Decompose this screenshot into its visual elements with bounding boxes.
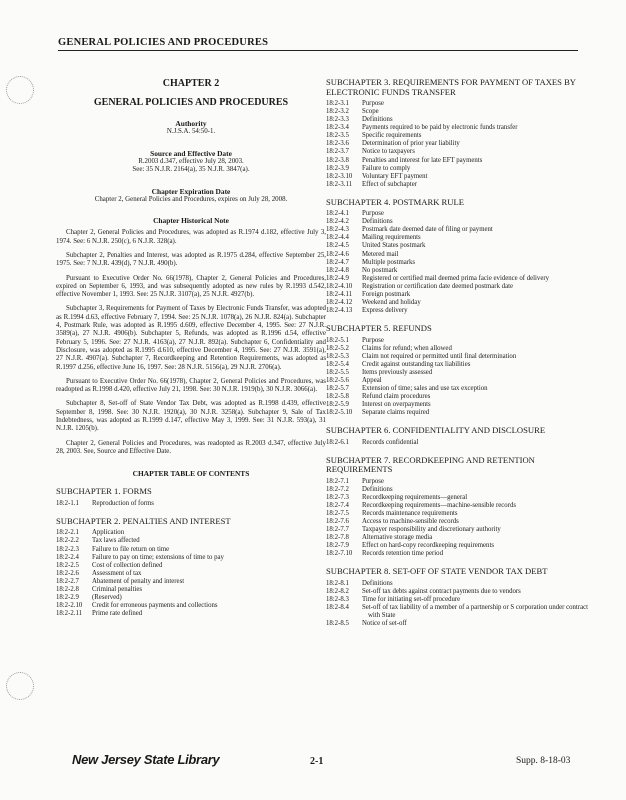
section-title: Records retention time period	[362, 550, 443, 558]
toc-entry	[326, 210, 588, 218]
section-number: 18:2-3.11	[326, 180, 352, 188]
section-title: Failure to file return on time	[92, 545, 170, 553]
toc-entry	[326, 140, 588, 148]
section-number: 18:2-2.9	[56, 593, 79, 601]
section-number: 18:2-5.10	[326, 408, 353, 416]
section-number: 18:2-2.3	[56, 545, 79, 553]
margin-hole-top	[6, 76, 34, 104]
toc-entry	[326, 361, 588, 369]
section-title: Time for initiating set-off procedure	[362, 595, 461, 603]
section-number: 18:2-5.8	[326, 392, 349, 400]
toc-entry	[56, 537, 326, 545]
section-title: Records maintenance requirements	[362, 509, 458, 517]
section-title: Alternative storage media	[362, 534, 433, 542]
subchapter-6-list	[326, 439, 588, 447]
section-title: Penalties and interest for late EFT payments	[362, 156, 483, 164]
section-number: 18:2-2.2	[56, 537, 79, 545]
section-title: Definitions	[362, 218, 393, 226]
toc-entry	[326, 148, 588, 156]
section-title: Assessment of tax	[92, 569, 142, 577]
section-number: 18:2-4.12	[326, 298, 353, 306]
section-number: 18:2-5.2	[326, 344, 349, 352]
section-number: 18:2-7.10	[326, 550, 353, 558]
section-title: Notice to taxpayers	[362, 148, 415, 156]
toc-entry	[326, 165, 588, 173]
toc-entry	[326, 251, 588, 259]
subchapter-2-title: SUBCHAPTER 2. PENALTIES AND INTEREST	[56, 515, 231, 526]
library-stamp: New Jersey State Library	[72, 752, 220, 767]
section-title: Definitions	[362, 116, 393, 124]
history-note	[56, 229, 326, 456]
toc-entry	[326, 542, 588, 550]
toc-entry	[326, 275, 588, 283]
toc-entry	[56, 529, 326, 537]
toc-entry	[326, 502, 588, 510]
section-title: Set-off tax debts against contract payments due to vendors	[362, 587, 521, 595]
section-title: Registration or certification date deemed postmark date	[362, 282, 513, 290]
section-number: 18:2-2.4	[56, 553, 79, 561]
section-number: 18:2-2.10	[56, 601, 83, 609]
history-paragraph: Pursuant to Executive Order No. 66(1978), Chapter 2, General Policies and Procedures, was readopted as R.1998 d.420, effective July 21, 1998. See: 30 N.J.R. 1919(b), 30 N.J.R. 3066(a).	[56, 377, 326, 394]
toc-entry	[326, 486, 588, 494]
toc-entry	[326, 259, 588, 267]
section-title: Payments required to be paid by electronic funds transfer	[362, 124, 518, 132]
section-number: 18:2-8.2	[326, 587, 349, 595]
section-title: Recordkeeping requirements—machine-sensible records	[362, 501, 517, 509]
section-title: Metered mail	[362, 250, 399, 258]
section-number: 18:2-7.1	[326, 477, 349, 485]
toc-entry	[326, 439, 588, 447]
subchapter-7-list	[326, 478, 588, 558]
section-title: Purpose	[362, 477, 384, 485]
toc-entry	[326, 588, 588, 596]
subchapter-4-title: SUBCHAPTER 4. POSTMARK RULE	[326, 196, 464, 207]
toc-entry	[326, 337, 588, 345]
section-title: Tax laws affected	[92, 537, 140, 545]
section-title: Effect on hard-copy recordkeeping requirements	[362, 542, 494, 550]
authority-heading: Authority	[175, 119, 207, 128]
toc-entry	[326, 345, 588, 353]
section-title: Credit for erroneous payments and collections	[92, 601, 218, 609]
chapter-title: GENERAL POLICIES AND PROCEDURES	[93, 97, 289, 108]
section-number: 18:2-4.10	[326, 282, 353, 290]
section-title: Postmark date deemed date of filing or payment	[362, 226, 493, 234]
section-number: 18:2-7.2	[326, 485, 349, 493]
subchapter-8-title: SUBCHAPTER 8. SET-OFF OF STATE VENDOR TAX DEBT	[326, 566, 548, 577]
toc-entry	[326, 401, 588, 409]
section-title: Foreign postmark	[362, 290, 411, 298]
toc-entry	[56, 602, 326, 610]
toc-entry	[326, 283, 588, 291]
section-number: 18:2-7.4	[326, 501, 349, 509]
section-title: Express delivery	[362, 306, 408, 314]
toc-entry	[326, 242, 588, 250]
history-paragraph: Chapter 2, General Policies and Procedures, was readopted as R.2003 d.347, effective July 28, 2003. See, Source and Effective Date.	[56, 439, 326, 455]
toc-entry	[326, 385, 588, 393]
history-paragraph: Subchapter 2, Penalties and Interest, was adopted as R.1975 d.284, effective September 25, 1975. See: 7 N.J.R. 439(d), 7 N.J.R. 490(b).	[56, 251, 326, 268]
section-number: 18:2-2.7	[56, 577, 79, 585]
section-number: 18:2-8.5	[326, 620, 349, 628]
toc-entry	[326, 510, 588, 518]
toc-entry	[326, 218, 588, 226]
section-number: 18:2-4.5	[326, 242, 349, 250]
section-title: Multiple postmarks	[362, 258, 416, 266]
toc-entry	[326, 478, 588, 486]
toc-entry	[326, 116, 588, 124]
section-number: 18:2-2.6	[56, 569, 79, 577]
section-number: 18:2-2.11	[56, 609, 82, 617]
section-title: Specific requirements	[362, 132, 422, 140]
section-title: Interest on overpayments	[362, 400, 431, 408]
section-number: 18:2-5.6	[326, 376, 349, 384]
section-title: Purpose	[362, 210, 384, 218]
subchapter-1-list	[56, 500, 326, 508]
section-number: 18:2-5.3	[326, 352, 349, 360]
margin-hole-bottom	[6, 672, 34, 700]
section-title: Notice of set-off	[362, 620, 407, 628]
history-heading: Chapter Historical Note	[153, 216, 229, 226]
section-title: Refund claim procedures	[362, 392, 431, 400]
section-number: 18:2-7.6	[326, 518, 349, 526]
source-text-1: R.2003 d.347, effective July 28, 2003.	[138, 157, 244, 165]
toc-entry	[326, 299, 588, 307]
section-title: Credit against outstanding tax liabilities	[362, 360, 471, 368]
section-title: Cost of collection defined	[92, 561, 163, 569]
toc-entry	[326, 518, 588, 526]
subchapter-7-title: SUBCHAPTER 7. RECORDKEEPING AND RETENTION REQUIREMENTS	[326, 454, 535, 475]
section-number: 18:2-5.7	[326, 384, 349, 392]
section-title: (Reserved)	[92, 593, 122, 601]
section-number: 18:2-3.10	[326, 172, 353, 180]
history-paragraph: Pursuant to Executive Order No. 66(1978), Chapter 2, General Policies and Procedures, expired on September 6, 1993, and was subsequently adopted as new rules by R.1993 d.542, effective November 1, 1993. See: 25 N.J.R. 3107(a), 25 N.J.R. 4927(b).	[56, 274, 326, 299]
section-title: Set-off of tax liability of a member of a partnership or S corporation under contract with State	[362, 604, 588, 620]
toc-entry	[326, 132, 588, 140]
section-number: 18:2-7.9	[326, 542, 349, 550]
section-number: 18:2-3.5	[326, 132, 349, 140]
toc-entry	[326, 409, 588, 417]
section-title: Definitions	[362, 579, 393, 587]
section-number: 18:2-3.2	[326, 108, 349, 116]
section-number: 18:2-4.11	[326, 290, 352, 298]
toc-entry	[326, 108, 588, 116]
running-head: GENERAL POLICIES AND PROCEDURES	[58, 37, 578, 51]
toc-heading: CHAPTER TABLE OF CONTENTS	[132, 469, 250, 479]
history-paragraph: Subchapter 8, Set-off of State Vendor Tax Debt, was adopted as R.1998 d.439, effective September 8, 1998. See: 30 N.J.R. 1920(a), 30 N.J.R. 3258(a). Subchapter 9, Sale of Tax Indebtedness, was adopted as R.1999 d.147, effective May 3, 1999. See: 31 N.J.R. 593(a), 31 N.J.R. 1205(b).	[56, 400, 326, 433]
section-title: Extension of time; sales and use tax exception	[362, 384, 488, 392]
section-title: Recordkeeping requirements—general	[362, 493, 468, 501]
section-number: 18:2-3.1	[326, 100, 349, 108]
toc-entry	[326, 173, 588, 181]
toc-entry	[56, 586, 326, 594]
section-number: 18:2-3.8	[326, 156, 349, 164]
toc-entry	[326, 620, 588, 628]
section-title: Registered or certified mail deemed prima facie evidence of delivery	[362, 274, 550, 282]
subchapter-4-list	[326, 210, 588, 315]
section-number: 18:2-5.4	[326, 360, 349, 368]
section-title: Mailing requirements	[362, 234, 421, 242]
history-paragraph: Chapter 2, General Policies and Procedures, was adopted as R.1974 d.182, effective July 3, 1974. See: 6 N.J.R. 250(c), 6 N.J.R. 328(a).	[56, 229, 326, 245]
section-number: 18:2-5.9	[326, 400, 349, 408]
toc-entry	[326, 157, 588, 165]
section-number: 18:2-4.1	[326, 210, 349, 218]
section-number: 18:2-2.5	[56, 561, 79, 569]
right-column	[326, 78, 588, 628]
toc-entry	[56, 562, 326, 570]
section-title: Criminal penalties	[92, 585, 143, 593]
section-number: 18:2-4.4	[326, 234, 349, 242]
section-title: Prime rate defined	[92, 609, 143, 617]
authority-text: N.J.S.A. 54:50-1.	[166, 128, 216, 135]
subchapter-2-list	[56, 529, 326, 618]
section-number: 18:2-8.4	[326, 604, 349, 611]
toc-entry	[326, 580, 588, 588]
section-title: Access to machine-sensible records	[362, 518, 459, 526]
toc-entry	[326, 494, 588, 502]
section-number: 18:2-3.3	[326, 116, 349, 124]
section-number: 18:2-7.5	[326, 509, 349, 517]
section-number: 18:2-3.7	[326, 148, 349, 156]
section-number: 18:2-8.3	[326, 595, 349, 603]
toc-entry	[326, 377, 588, 385]
history-paragraph: Subchapter 3, Requirements for Payment of Taxes by Electronic Funds Transfer, was adopted as R.1994 d.63, effective February 7, 1994. See: 25 N.J.R. 1078(a), 26 N.J.R. 824(a). Subchapter 4, Postmark Rule, was adopted as R.1995 d.609, effective December 4, 1995. See: 27 N.J.R. 3589(a), 27 N.J.R. 4906(b). Subchapter 5, Refunds, was adopted as R.1996 d.54, effective February 5, 1996. See: 27 N.J.R. 4163(a), 27 N.J.R. 892(a). Subchapter 6, Confidentiality and Disclosure, was adopted as R.1995 d.610, effective December 4, 1995. See: 27 N.J.R. 3591(a), 27 N.J.R. 4907(a). Subchapter 7, Recordkeeping and Retention Requirements, was adopted as R.1997 d.256, effective June 16, 1997. See: 28 N.J.R. 5156(a), 29 N.J.R. 2706(a).	[56, 305, 326, 371]
toc-entry	[326, 226, 588, 234]
expiration-heading: Chapter Expiration Date	[151, 186, 231, 196]
section-number: 18:2-2.8	[56, 585, 79, 593]
section-title: Purpose	[362, 100, 384, 108]
toc-entry	[326, 181, 588, 189]
section-title: Items previously assessed	[362, 368, 433, 376]
section-title: Definitions	[362, 485, 393, 493]
toc-entry	[326, 550, 588, 558]
subchapter-6-title: SUBCHAPTER 6. CONFIDENTIALITY AND DISCLOSURE	[326, 424, 546, 435]
section-number: 18:2-7.7	[326, 526, 349, 534]
section-number: 18:2-3.6	[326, 140, 349, 148]
toc-entry	[326, 353, 588, 361]
section-title: Application	[92, 529, 125, 537]
page-number: 2-1	[310, 756, 324, 767]
toc-entry	[326, 393, 588, 401]
toc-entry	[326, 234, 588, 242]
toc-entry	[56, 570, 326, 578]
section-title: Appeal	[362, 376, 382, 384]
section-title: Purpose	[362, 336, 384, 344]
subchapter-1-title: SUBCHAPTER 1. FORMS	[56, 486, 152, 497]
toc-entry	[326, 100, 588, 108]
section-number: 18:2-2.1	[56, 529, 79, 537]
section-title: Records confidential	[362, 438, 419, 446]
toc-entry	[326, 291, 588, 299]
toc-entry	[326, 267, 588, 275]
toc-entry	[326, 534, 588, 542]
section-title: Taxpayer responsibility and discretionary authority	[362, 526, 501, 534]
section-title: Claims for refund; when allowed	[362, 344, 452, 352]
section-number: 18:2-4.9	[326, 274, 349, 282]
expiration-text: Chapter 2, General Policies and Procedures, expires on July 28, 2008.	[94, 195, 288, 203]
section-number: 18:2-1.1	[56, 499, 79, 507]
toc-entry	[56, 594, 326, 602]
toc-entry	[56, 500, 326, 508]
section-title: Separate claims required	[362, 408, 430, 416]
section-number: 18:2-4.2	[326, 218, 349, 226]
subchapter-5-title: SUBCHAPTER 5. REFUNDS	[326, 322, 432, 333]
section-title: Reproduction of forms	[92, 499, 154, 507]
source-text-2: See: 35 N.J.R. 2164(a), 35 N.J.R. 3847(a).	[132, 166, 250, 174]
section-title: Determination of prior year liability	[362, 140, 460, 148]
section-number: 18:2-4.6	[326, 250, 349, 258]
section-number: 18:2-6.1	[326, 438, 349, 446]
source-heading: Source and Effective Date	[150, 148, 232, 158]
toc-entry	[326, 124, 588, 132]
toc-entry	[56, 554, 326, 562]
section-number: 18:2-3.4	[326, 124, 349, 132]
toc-entry	[326, 307, 588, 315]
section-number: 18:2-5.5	[326, 368, 349, 376]
toc-entry	[326, 596, 588, 604]
section-title: Scope	[362, 108, 379, 116]
section-number: 18:2-7.8	[326, 534, 349, 542]
section-number: 18:2-5.1	[326, 336, 349, 344]
section-title: Voluntary EFT payment	[362, 172, 428, 180]
section-title: Failure to pay on time; extensions of time to pay	[92, 553, 224, 561]
section-title: United States postmark	[362, 242, 426, 250]
section-number: 18:2-7.3	[326, 493, 349, 501]
toc-entry	[56, 610, 326, 618]
section-title: Effect of subchapter	[362, 180, 417, 188]
section-number: 18:2-3.9	[326, 164, 349, 172]
chapter-number: CHAPTER 2	[162, 78, 220, 89]
supplement-date: Supp. 8-18-03	[516, 756, 571, 766]
toc-entry	[326, 526, 588, 534]
subchapter-8-list	[326, 580, 588, 628]
left-column	[56, 78, 326, 618]
toc-entry	[56, 546, 326, 554]
toc-entry	[326, 604, 588, 620]
section-number: 18:2-8.1	[326, 579, 349, 587]
section-title: No postmark	[362, 266, 398, 274]
section-number: 18:2-4.8	[326, 266, 349, 274]
section-title: Failure to comply	[362, 164, 411, 172]
toc-entry	[56, 578, 326, 586]
section-number: 18:2-4.3	[326, 226, 349, 234]
subchapter-3-list	[326, 100, 588, 189]
subchapter-5-list	[326, 337, 588, 417]
subchapter-3-title: SUBCHAPTER 3. REQUIREMENTS FOR PAYMENT OF TAXES BY ELECTRONIC FUNDS TRANSFER	[326, 77, 576, 97]
section-title: Weekend and holiday	[362, 298, 421, 306]
toc-entry	[326, 369, 588, 377]
section-number: 18:2-4.7	[326, 258, 349, 266]
section-title: Abatement of penalty and interest	[92, 577, 185, 585]
section-title: Claim not required or permitted until final determination	[362, 352, 517, 360]
section-number: 18:2-4.13	[326, 306, 353, 314]
